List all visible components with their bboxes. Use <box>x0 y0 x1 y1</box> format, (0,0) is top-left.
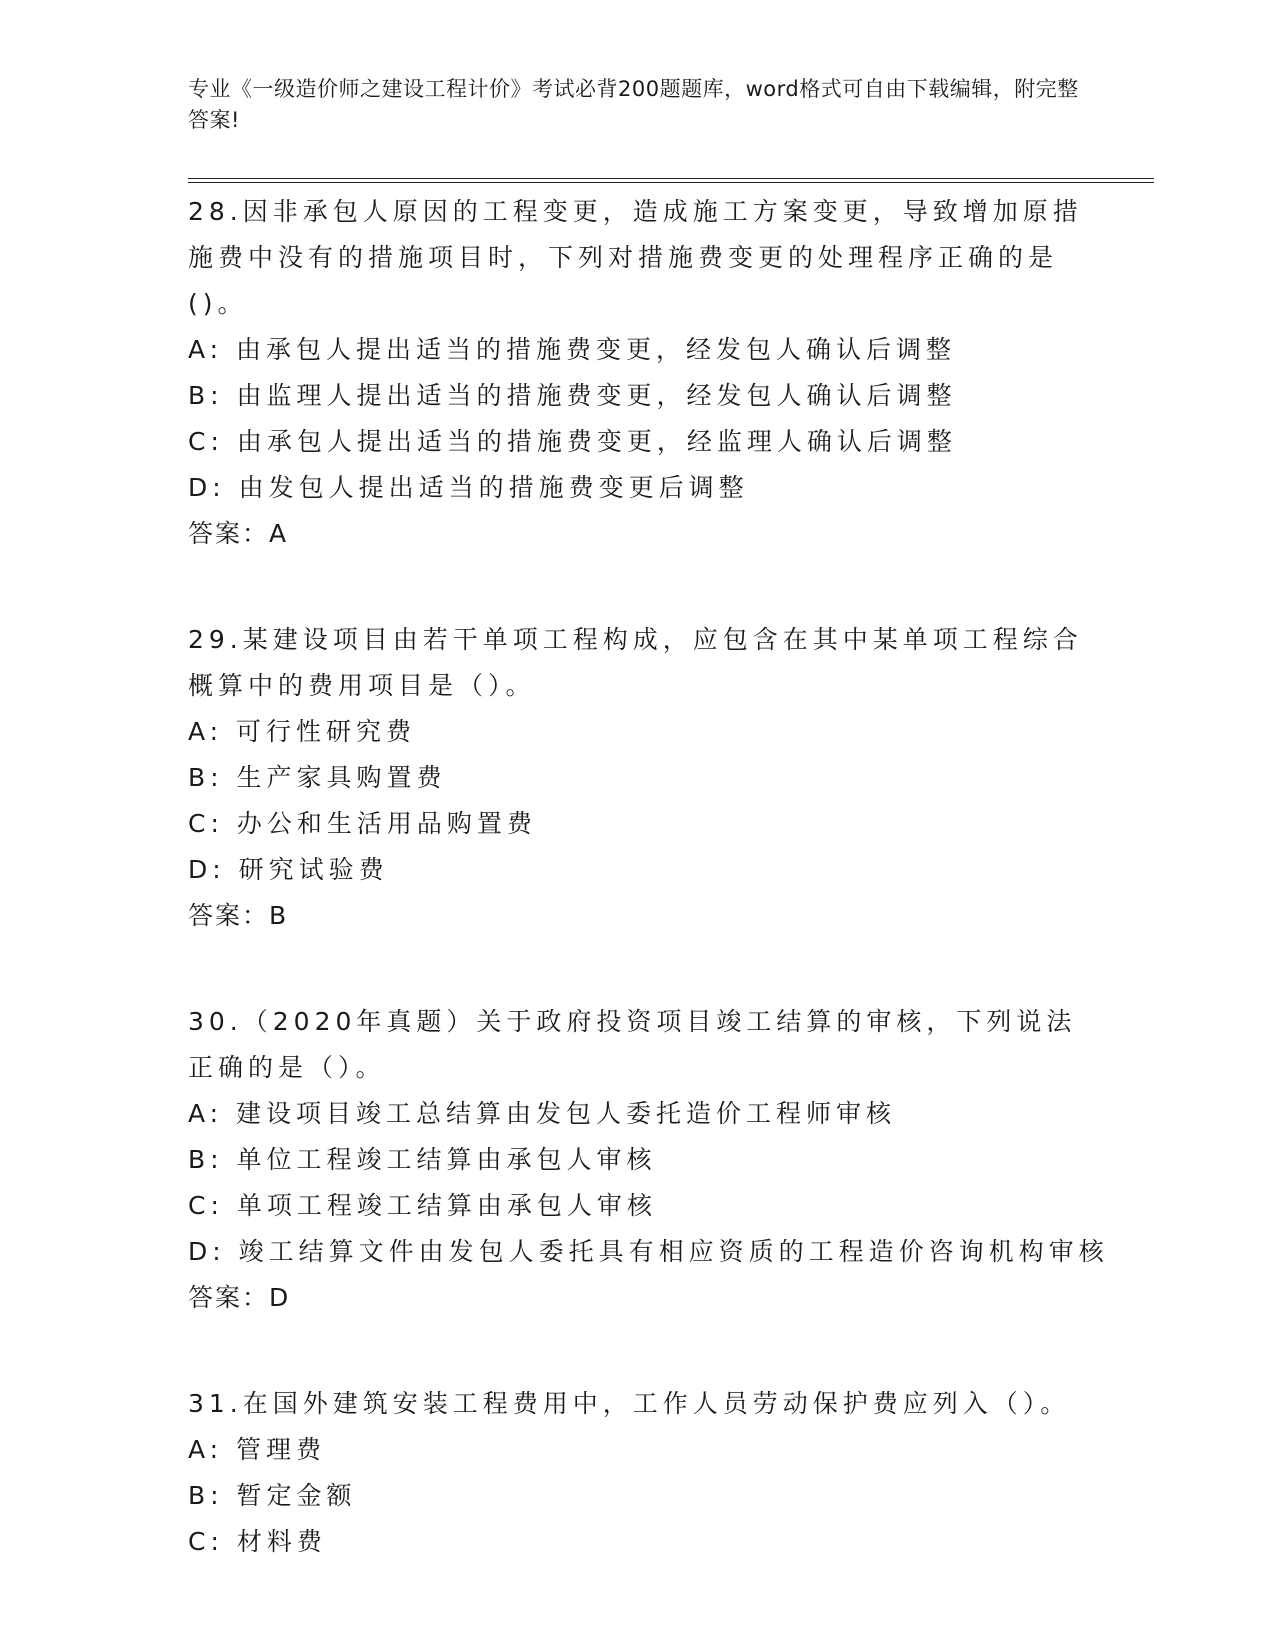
option-a: A: 管理费 <box>188 1435 327 1464</box>
question-stem: 29.某建设项目由若干单项工程构成，应包含在其中某单项工程综合概算中的费用项目是（）。 <box>188 625 1083 700</box>
answer: 答案：B <box>188 901 289 930</box>
option-a: A: 可行性研究费 <box>188 717 417 746</box>
option-c: C: 单项工程竣工结算由承包人审核 <box>188 1191 657 1220</box>
question-30 <box>188 999 1109 1321</box>
option-b: B: 单位工程竣工结算由承包人审核 <box>188 1145 657 1174</box>
answer: 答案：A <box>188 519 289 548</box>
question-stem: 30.（2020年真题）关于政府投资项目竣工结算的审核，下列说法正确的是（）。 <box>188 1007 1077 1082</box>
option-d: D: 研究试验费 <box>188 855 389 884</box>
question-stem: 31.在国外建筑安装工程费用中，工作人员劳动保护费应列入（）。 <box>188 1389 1071 1418</box>
answer: 答案：D <box>188 1283 291 1312</box>
option-a: A: 由承包人提出适当的措施费变更，经发包人确认后调整 <box>188 335 957 364</box>
option-c: C: 由承包人提出适当的措施费变更，经监理人确认后调整 <box>188 427 957 456</box>
question-29 <box>188 617 1088 939</box>
header-divider <box>188 178 1154 179</box>
question-28 <box>188 189 1088 557</box>
option-c: C: 办公和生活用品购置费 <box>188 809 537 838</box>
document-header: 专业《一级造价师之建设工程计价》考试必背200题题库，word格式可自由下载编辑，附完整答案! <box>188 77 1079 132</box>
option-b: B: 暂定金额 <box>188 1481 357 1510</box>
question-stem: 28.因非承包人原因的工程变更，造成施工方案变更，导致增加原措施费中没有的措施项目时，下列对措施费变更的处理程序正确的是()。 <box>188 197 1083 318</box>
option-d: D: 由发包人提出适当的措施费变更后调整 <box>188 473 749 502</box>
option-d: D: 竣工结算文件由发包人委托具有相应资质的工程造价咨询机构审核 <box>188 1237 1109 1266</box>
question-list <box>188 189 1109 1625</box>
option-b: B: 由监理人提出适当的措施费变更，经发包人确认后调整 <box>188 381 957 410</box>
question-31 <box>188 1381 1088 1565</box>
header-divider-double <box>188 182 1154 183</box>
option-c: C: 材料费 <box>188 1527 327 1556</box>
option-b: B: 生产家具购置费 <box>188 763 447 792</box>
option-a: A: 建设项目竣工总结算由发包人委托造价工程师审核 <box>188 1099 897 1128</box>
